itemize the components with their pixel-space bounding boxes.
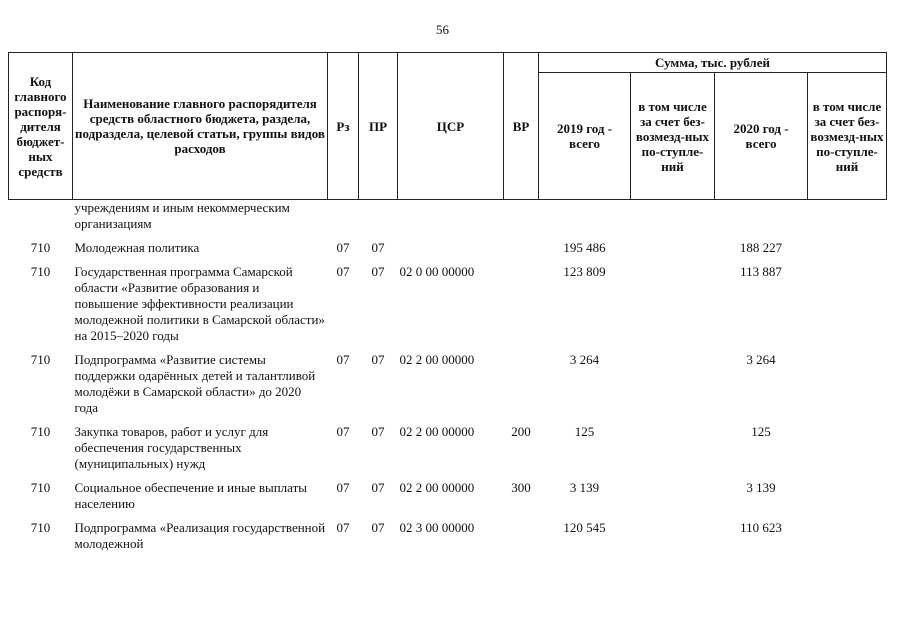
- table-row: [9, 478, 887, 518]
- header-name: Наименование главного распорядителя средств областного бюджета, раздела, подраздела, целевой статьи, группы видов расходов: [73, 53, 328, 200]
- cell-2019-total: 125: [574, 424, 595, 439]
- cell-2019-total: 195 486: [563, 240, 606, 255]
- cell-name: Подпрограмма «Развитие системы поддержки одарённых детей и талантливой молодёжи в Самарской области» до 2020 года: [74, 352, 316, 415]
- cell-vr: 300: [511, 480, 531, 495]
- cell-2019-total: 3 264: [569, 352, 600, 367]
- cell-csr: 02 2 00 00000: [399, 352, 475, 367]
- cell-2020-total: 3 264: [746, 352, 776, 367]
- cell-csr: 02 3 00 00000: [399, 520, 475, 535]
- cell-vr: [504, 262, 539, 350]
- budget-table: [8, 52, 887, 558]
- cell-2019-total: 123 809: [563, 264, 606, 279]
- table-row: [9, 422, 887, 478]
- cell-name: Закупка товаров, работ и услуг для обеспечения государственных (муниципальных) нужд: [74, 424, 269, 471]
- cell-2020-incl: [808, 478, 887, 518]
- cell-2020-incl: [808, 262, 887, 350]
- cell-name: Молодежная политика: [74, 240, 200, 255]
- cell-2020-incl: [808, 200, 887, 239]
- table-body: [9, 200, 887, 559]
- cell-2020-incl: [808, 350, 887, 422]
- header-2019-total: 2019 год - всего: [539, 73, 631, 200]
- cell-code: 710: [30, 424, 51, 439]
- cell-2019-incl: [631, 518, 715, 558]
- cell-2020-total: 188 227: [739, 240, 783, 255]
- cell-2020-total: 113 887: [740, 264, 782, 279]
- table-row: [9, 238, 887, 262]
- cell-2020-incl: [808, 422, 887, 478]
- cell-csr: 02 0 00 00000: [399, 264, 475, 279]
- cell-rz: 07: [336, 264, 350, 279]
- cell-csr: [398, 200, 504, 239]
- table-row: [9, 350, 887, 422]
- cell-csr: 02 2 00 00000: [399, 480, 475, 495]
- cell-2019-incl: [631, 200, 715, 239]
- header-rz: Рз: [328, 53, 359, 200]
- header-code: Код главного распоря-дителя бюджет-ных средств: [9, 53, 73, 200]
- table-row: [9, 518, 887, 558]
- cell-2020-total: [715, 200, 808, 239]
- cell-pr: 07: [371, 240, 385, 255]
- cell-rz: 07: [336, 520, 350, 535]
- cell-vr: [504, 200, 539, 239]
- cell-2019-incl: [631, 238, 715, 262]
- cell-code: [9, 200, 73, 239]
- cell-pr: 07: [371, 352, 385, 367]
- cell-2020-total: 110 623: [740, 520, 782, 535]
- cell-pr: 07: [371, 520, 385, 535]
- cell-2019-total: 120 545: [563, 520, 606, 535]
- cell-2020-total: 125: [751, 424, 771, 439]
- table-row: [9, 200, 887, 239]
- cell-2019-total: 3 139: [569, 480, 600, 495]
- cell-2020-incl: [808, 518, 887, 558]
- header-pr: ПР: [359, 53, 398, 200]
- cell-name: Государственная программа Самарской области «Развитие образования и повышение эффективности реализации молодежной политики в Самарской области» на 2015–2020 годы: [74, 264, 325, 343]
- cell-name: Подпрограмма «Реализация государственной молодежной: [74, 520, 326, 551]
- cell-pr: 07: [371, 480, 385, 495]
- cell-rz: [328, 200, 359, 239]
- cell-pr: 07: [371, 264, 385, 279]
- cell-code: 710: [30, 352, 51, 367]
- cell-2020-incl: [808, 238, 887, 262]
- cell-name: Социальное обеспечение и иные выплаты населению: [74, 480, 308, 511]
- cell-2019-incl: [631, 262, 715, 350]
- table-header: [9, 53, 887, 200]
- cell-vr: 200: [511, 424, 531, 439]
- cell-rz: 07: [336, 240, 350, 255]
- cell-pr: [359, 200, 398, 239]
- header-2020-incl: в том числе за счет без-возмезд-ных по-ступле-ний: [808, 73, 887, 200]
- cell-code: 710: [30, 264, 51, 279]
- cell-2019-incl: [631, 422, 715, 478]
- cell-name: учреждениям и иным некоммерческим организациям: [74, 200, 290, 231]
- cell-vr: [504, 350, 539, 422]
- table-row: [9, 262, 887, 350]
- cell-vr: [504, 518, 539, 558]
- header-2019-incl: в том числе за счет без-возмезд-ных по-ступле-ний: [631, 73, 715, 200]
- cell-code: 710: [30, 480, 51, 495]
- cell-csr: 02 2 00 00000: [399, 424, 475, 439]
- cell-code: 710: [30, 240, 51, 255]
- cell-code: 710: [30, 520, 51, 535]
- header-csr: ЦСР: [398, 53, 504, 200]
- cell-2019-total: [539, 200, 631, 239]
- cell-vr: [504, 238, 539, 262]
- cell-2019-incl: [631, 350, 715, 422]
- cell-rz: 07: [336, 424, 350, 439]
- cell-csr: [398, 238, 504, 262]
- cell-rz: 07: [336, 352, 350, 367]
- cell-2019-incl: [631, 478, 715, 518]
- header-vr: ВР: [504, 53, 539, 200]
- cell-pr: 07: [371, 424, 385, 439]
- header-2020-total: 2020 год - всего: [715, 73, 808, 200]
- page-number: 56: [436, 22, 449, 37]
- header-sum: Сумма, тыс. рублей: [539, 53, 887, 73]
- cell-2020-total: 3 139: [746, 480, 776, 495]
- cell-rz: 07: [336, 480, 350, 495]
